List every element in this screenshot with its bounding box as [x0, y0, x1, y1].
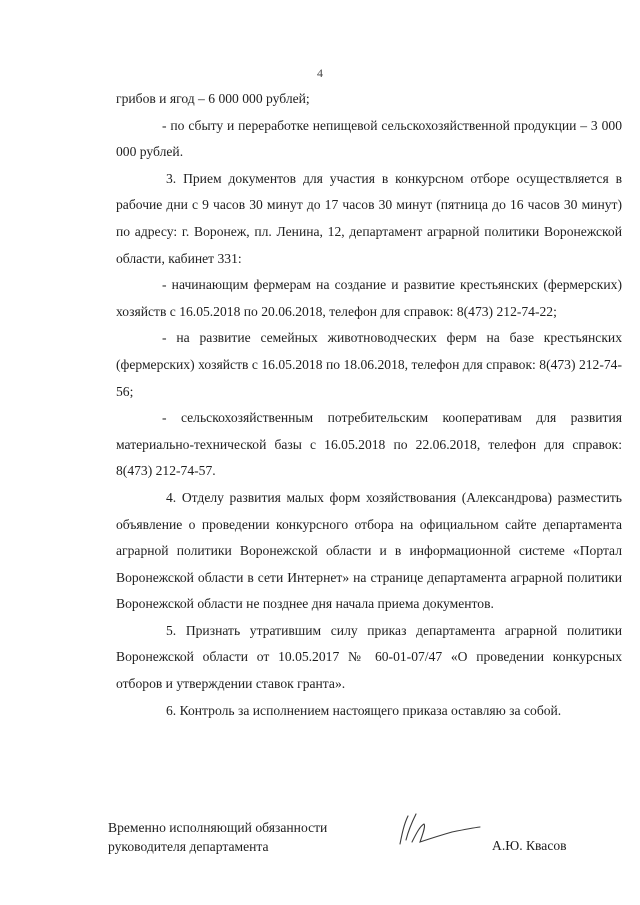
- signature-position: [108, 818, 327, 856]
- paragraph-list-item: - по сбыту и переработке непищевой сельскохозяйственной продукции – 3 000 000 рублей.: [116, 117, 622, 160]
- handwritten-signature: [394, 806, 484, 854]
- paragraph-continuation: грибов и ягод – 6 000 000 рублей;: [116, 91, 310, 106]
- paragraph-item-6: 6. Контроль за исполнением настоящего приказа оставляю за собой.: [166, 702, 562, 718]
- paragraph-list-item: - сельскохозяйственным потребительским кооперативам для развития материально-технической базы с 16.05.2018 по 22.06.2018, телефон для справок: 8(473) 212-74-57.: [116, 410, 622, 479]
- paragraph-item-3: 3. Прием документов для участия в конкурсном отборе осуществляется в рабочие дни с 9 часов 30 минут до 17 часов 30 минут (пятница до 16 часов 30 минут) по адресу: г. Воронеж, пл. Ленина, 12, департамент аграрной политики Воронежской области, кабинет 331:: [116, 170, 622, 266]
- page-number: 4: [317, 66, 323, 80]
- document-body: [116, 86, 622, 724]
- paragraph-list-item: - на развитие семейных животноводческих ферм на базе крестьянских (фермерских) хозяйств с 16.05.2018 по 18.06.2018, телефон для справок: 8(473) 212-74-56;: [116, 330, 622, 399]
- paragraph-item-4: 4. Отделу развития малых форм хозяйствования (Александрова) разместить объявление о проведении конкурсного отбора на официальном сайте департамента аграрной политики Воронежской области и в информационной системе «Портал Воронежской области в сети Интернет» на странице департамента аграрной политики Воронежской области не позднее дня начала приема документов.: [116, 489, 622, 612]
- signer-name: А.Ю. Квасов: [492, 838, 567, 853]
- paragraph-item-5: 5. Признать утратившим силу приказ департамента аграрной политики Воронежской области от 10.05.2017 № 60-01-07/47 «О проведении конкурсных отборов и утверждении ставок гранта».: [116, 622, 622, 692]
- paragraph-list-item: - начинающим фермерам на создание и развитие крестьянских (фермерских) хозяйств с 16.05.2018 по 20.06.2018, телефон для справок: 8(473) 212-74-22;: [116, 277, 622, 319]
- position-line-2: руководителя департамента: [108, 839, 269, 854]
- position-line-1: Временно исполняющий обязанности: [108, 820, 328, 835]
